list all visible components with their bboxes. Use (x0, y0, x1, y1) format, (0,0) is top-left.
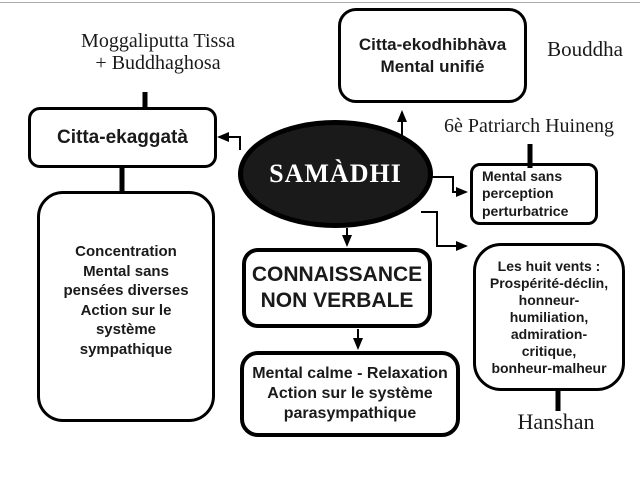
box-text-line: honneur- (518, 291, 580, 308)
box-text-line: perception (482, 185, 554, 202)
box-text-line: pensées diverses (63, 282, 189, 299)
box-text-line: système (95, 321, 157, 338)
samadhi-label: SAMÀDHI (269, 159, 402, 188)
label-line: + Buddhaghosa (95, 52, 221, 74)
box-text-line: Concentration (75, 243, 177, 260)
box-text-line: Mental unifié (380, 56, 485, 76)
box-text-line: admiration- (510, 325, 588, 342)
box-text-line: NON VERBALE (260, 289, 414, 312)
box-text-line: Mental sans (83, 262, 169, 280)
box-text-line: perturbatrice (482, 202, 569, 219)
box-text-line: CONNAISSANCE (251, 263, 423, 286)
label-line: Moggaliputta Tissa (81, 30, 235, 52)
box-text-line: sympathique (79, 340, 173, 358)
box-text-line: Citta-ekaggatà (57, 126, 188, 148)
arrow-samadhi-to-citta-ekaggata (219, 137, 240, 150)
box-text-line: humiliation, (509, 308, 589, 325)
box-text-line: Action sur le système (267, 385, 433, 402)
label-bouddha: Bouddha (547, 37, 623, 61)
box-text-line: parasympathique (283, 405, 417, 422)
arrow-samadhi-to-huit-vents (421, 212, 466, 246)
box-text-line: Les huit vents : (497, 257, 601, 274)
arrow-samadhi-to-mental-sans (432, 177, 466, 192)
label-hanshan: Hanshan (517, 409, 595, 434)
box-text-line: critique, (521, 342, 577, 359)
box-text-line: Action sur le (80, 301, 172, 319)
samadhi-ellipse (238, 120, 433, 228)
box-text-line: Mental sans (482, 167, 563, 184)
box-text-line: bonheur-malheur (491, 359, 607, 376)
box-text-line: Citta-ekodhibhàva (358, 34, 507, 54)
label-6e-patriarch-huineng: 6è Patriarch Huineng (444, 115, 614, 137)
box-text-line: Prospérité-déclin, (489, 274, 609, 291)
box-text-line: Mental calme - Relaxation (252, 365, 448, 382)
